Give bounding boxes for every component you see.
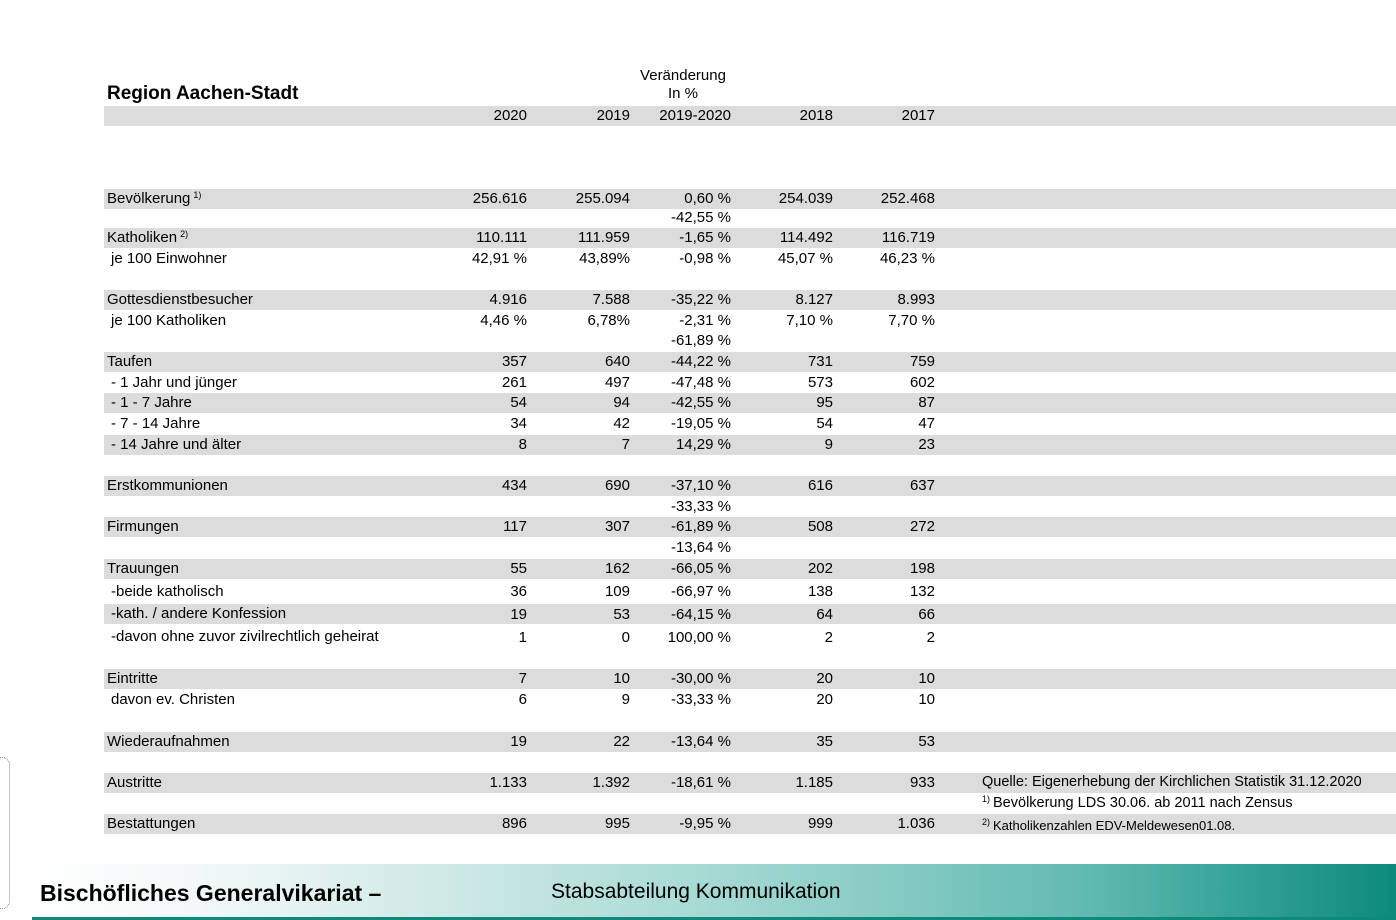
cell-change: -42,55 % bbox=[670, 394, 731, 411]
cell-2019: 10 bbox=[613, 670, 630, 687]
cell-2019: 22 bbox=[613, 733, 630, 750]
cell-change: 0,60 % bbox=[684, 190, 731, 207]
cell-2018: 508 bbox=[807, 518, 833, 535]
cell-change: -18,61 % bbox=[670, 774, 731, 791]
cell-2019: 497 bbox=[604, 374, 630, 391]
change-header-line2: In % bbox=[667, 85, 698, 102]
cell-2019: 53 bbox=[613, 606, 630, 623]
cell-2018: 138 bbox=[807, 583, 833, 600]
cell-change: -47,48 % bbox=[670, 374, 731, 391]
cell-2018: 9 bbox=[824, 436, 833, 453]
cell-2017: 1.036 bbox=[897, 815, 935, 832]
cell-2018: 20 bbox=[816, 691, 833, 708]
cell-change: 100,00 % bbox=[667, 629, 731, 646]
row-label-trauungen-3: -davon ohne zuvor zivilrechtlich geheirat bbox=[111, 628, 379, 645]
footnote-1-marker: 1) bbox=[982, 794, 991, 804]
cell-2018: 95 bbox=[816, 394, 833, 411]
cell-2019: 307 bbox=[604, 518, 630, 535]
row-label-eintritte: Eintritte bbox=[107, 670, 158, 687]
cell-2019: 9 bbox=[621, 691, 630, 708]
cell-2020: 1.133 bbox=[489, 774, 527, 791]
cell-2017: 10 bbox=[918, 670, 935, 687]
row-label-katholiken: Katholiken $^{2)}$ bbox=[107, 229, 189, 246]
cell-2020: 42,91 % bbox=[471, 250, 527, 267]
cell-2018: 114.492 bbox=[779, 229, 833, 246]
cell-change: -0,98 % bbox=[679, 250, 731, 267]
cell-2020: 19 bbox=[510, 733, 527, 750]
cell-2018: 54 bbox=[816, 415, 833, 432]
cell-2017: 47 bbox=[918, 415, 935, 432]
cell-2018: 7,10 % bbox=[786, 312, 833, 329]
cell-2019: 162 bbox=[604, 560, 630, 577]
cell-change: 14,29 % bbox=[675, 436, 731, 453]
source-note: Quelle: Eigenerhebung der Kirchlichen Statistik 31.12.2020 bbox=[982, 774, 1362, 790]
cell-2018: 45,07 % bbox=[777, 250, 833, 267]
col-header-change: 2019-2020 bbox=[659, 107, 731, 124]
row-label-erstkommunionen: Erstkommunionen bbox=[107, 477, 228, 494]
cell-change-extra: -33,33 % bbox=[670, 498, 731, 515]
cell-2020: 6 bbox=[518, 691, 527, 708]
cell-2018: 1.185 bbox=[795, 774, 833, 791]
cell-2019: 43,89% bbox=[579, 250, 630, 267]
cell-change: -66,97 % bbox=[670, 583, 731, 600]
cell-2017: 87 bbox=[918, 394, 935, 411]
cell-2017: 10 bbox=[918, 691, 935, 708]
cell-2020: 1 bbox=[518, 629, 527, 646]
cell-2018: 35 bbox=[816, 733, 833, 750]
cell-2017: 132 bbox=[909, 583, 935, 600]
cell-2019: 995 bbox=[604, 815, 630, 832]
cell-change: -64,15 % bbox=[670, 606, 731, 623]
cell-2018: 573 bbox=[807, 374, 833, 391]
footnote-1: $^{1)}$ Bevölkerung LDS 30.06. ab 2011 nach Zensus bbox=[982, 794, 1293, 811]
cell-change-extra: -13,64 % bbox=[670, 539, 731, 556]
cell-2017: 116.719 bbox=[881, 229, 935, 246]
dotted-frame bbox=[0, 757, 10, 909]
cell-change: -37,10 % bbox=[670, 477, 731, 494]
cell-2017: 272 bbox=[909, 518, 935, 535]
row-label-eintritte-1: davon ev. Christen bbox=[111, 691, 235, 708]
cell-2020: 7 bbox=[518, 670, 527, 687]
region-title: Region Aachen-Stadt bbox=[107, 83, 299, 104]
cell-2018: 616 bbox=[807, 477, 833, 494]
cell-2017: 602 bbox=[909, 374, 935, 391]
row-label-bevoelkerung: Bevölkerung $^{1)}$ bbox=[107, 190, 202, 207]
cell-2020: 8 bbox=[518, 436, 527, 453]
cell-change: -61,89 % bbox=[670, 518, 731, 535]
col-header-2020: 2020 bbox=[493, 107, 527, 124]
row-label-austritte: Austritte bbox=[107, 774, 163, 791]
cell-2017: 53 bbox=[918, 733, 935, 750]
row-label-je100katholiken: je 100 Katholiken bbox=[111, 312, 227, 329]
footnote-marker: 1) bbox=[193, 190, 202, 200]
cell-change: -33,33 % bbox=[670, 691, 731, 708]
cell-2017: 759 bbox=[909, 353, 935, 370]
cell-2019: 1.392 bbox=[592, 774, 630, 791]
row-label-taufen-4: - 14 Jahre und älter bbox=[111, 436, 242, 453]
cell-2019: 94 bbox=[613, 394, 630, 411]
row-label-taufen-3: - 7 - 14 Jahre bbox=[111, 415, 201, 432]
cell-2018: 2 bbox=[824, 629, 833, 646]
footnote-2-marker: 2) bbox=[982, 817, 991, 827]
change-header bbox=[623, 67, 743, 103]
cell-2019: 42 bbox=[613, 415, 630, 432]
row-label-taufen-2: - 1 - 7 Jahre bbox=[111, 394, 192, 411]
cell-change: -1,65 % bbox=[679, 229, 731, 246]
row-label-trauungen-1: -beide katholisch bbox=[111, 583, 224, 600]
cell-2017: 933 bbox=[909, 774, 935, 791]
col-header-2018: 2018 bbox=[799, 107, 833, 124]
cell-2019: 7.588 bbox=[592, 291, 630, 308]
cell-2017: 198 bbox=[909, 560, 935, 577]
cell-2020: 434 bbox=[501, 477, 527, 494]
cell-change: -30,00 % bbox=[670, 670, 731, 687]
cell-2018: 8.127 bbox=[795, 291, 833, 308]
cell-2018: 20 bbox=[816, 670, 833, 687]
cell-change: -13,64 % bbox=[670, 733, 731, 750]
cell-2017: 2 bbox=[926, 629, 935, 646]
cell-2020: 34 bbox=[510, 415, 527, 432]
row-label-trauungen-2: -kath. / andere Konfession bbox=[111, 605, 287, 622]
cell-2017: 8.993 bbox=[897, 291, 935, 308]
cell-2020: 54 bbox=[510, 394, 527, 411]
row-label-je100einwohner: je 100 Einwohner bbox=[111, 250, 227, 267]
row-label-firmungen: Firmungen bbox=[107, 518, 179, 535]
cell-2019: 111.959 bbox=[578, 229, 630, 246]
footnote-2: $^{2)}$ Katholikenzahlen EDV-Meldewesen01.08. bbox=[982, 817, 1236, 833]
cell-2020: 896 bbox=[501, 815, 527, 832]
cell-2020: 19 bbox=[510, 606, 527, 623]
row-label-trauungen: Trauungen bbox=[107, 560, 179, 577]
cell-2020: 357 bbox=[501, 353, 527, 370]
footer-organisation: Bischöfliches Generalvikariat – bbox=[40, 880, 382, 906]
cell-change: -44,22 % bbox=[670, 353, 731, 370]
cell-2018: 64 bbox=[816, 606, 833, 623]
cell-2020: 4.916 bbox=[489, 291, 527, 308]
cell-2019: 7 bbox=[621, 436, 630, 453]
cell-change: -66,05 % bbox=[670, 560, 731, 577]
row-label-gottesdienst: Gottesdienstbesucher bbox=[107, 291, 253, 308]
cell-2019: 255.094 bbox=[575, 190, 630, 207]
cell-2017: 7,70 % bbox=[888, 312, 935, 329]
cell-change: -19,05 % bbox=[670, 415, 731, 432]
cell-2020: 110.111 bbox=[476, 229, 527, 246]
cell-2018: 202 bbox=[807, 560, 833, 577]
cell-2019: 109 bbox=[604, 583, 630, 600]
cell-2017: 252.468 bbox=[880, 190, 935, 207]
cell-2017: 23 bbox=[918, 436, 935, 453]
cell-change: -2,31 % bbox=[679, 312, 731, 329]
footnote-marker: 2) bbox=[180, 229, 189, 239]
cell-2018: 254.039 bbox=[778, 190, 833, 207]
cell-2020: 55 bbox=[510, 560, 527, 577]
cell-2020: 117 bbox=[503, 518, 527, 535]
col-header-2019: 2019 bbox=[596, 107, 630, 124]
cell-change-extra: -61,89 % bbox=[670, 332, 731, 349]
cell-change: -35,22 % bbox=[670, 291, 731, 308]
cell-2019: 640 bbox=[604, 353, 630, 370]
cell-2017: 66 bbox=[918, 606, 935, 623]
cell-2020: 261 bbox=[501, 374, 527, 391]
col-header-2017: 2017 bbox=[901, 107, 935, 124]
row-label-taufen-1: - 1 Jahr und jünger bbox=[111, 374, 237, 391]
row-label-bestattungen: Bestattungen bbox=[107, 815, 196, 832]
cell-2020: 4,46 % bbox=[480, 312, 527, 329]
cell-2017: 46,23 % bbox=[879, 250, 935, 267]
cell-2019: 0 bbox=[621, 629, 630, 646]
cell-2017: 637 bbox=[909, 477, 935, 494]
cell-2019: 6,78% bbox=[587, 312, 630, 329]
cell-2018: 731 bbox=[807, 353, 833, 370]
cell-2020: 256.616 bbox=[472, 190, 527, 207]
cell-change: -9,95 % bbox=[679, 815, 731, 832]
cell-change-extra: -42,55 % bbox=[670, 209, 731, 226]
cell-2018: 999 bbox=[807, 815, 833, 832]
cell-2019: 690 bbox=[604, 477, 630, 494]
change-header-line1: Veränderung bbox=[640, 67, 726, 84]
row-label-taufen: Taufen bbox=[107, 353, 153, 370]
row-label-wiederaufnahmen: Wiederaufnahmen bbox=[107, 733, 230, 750]
footer-department: Stabsabteilung Kommunikation bbox=[551, 880, 841, 903]
cell-2020: 36 bbox=[510, 583, 527, 600]
